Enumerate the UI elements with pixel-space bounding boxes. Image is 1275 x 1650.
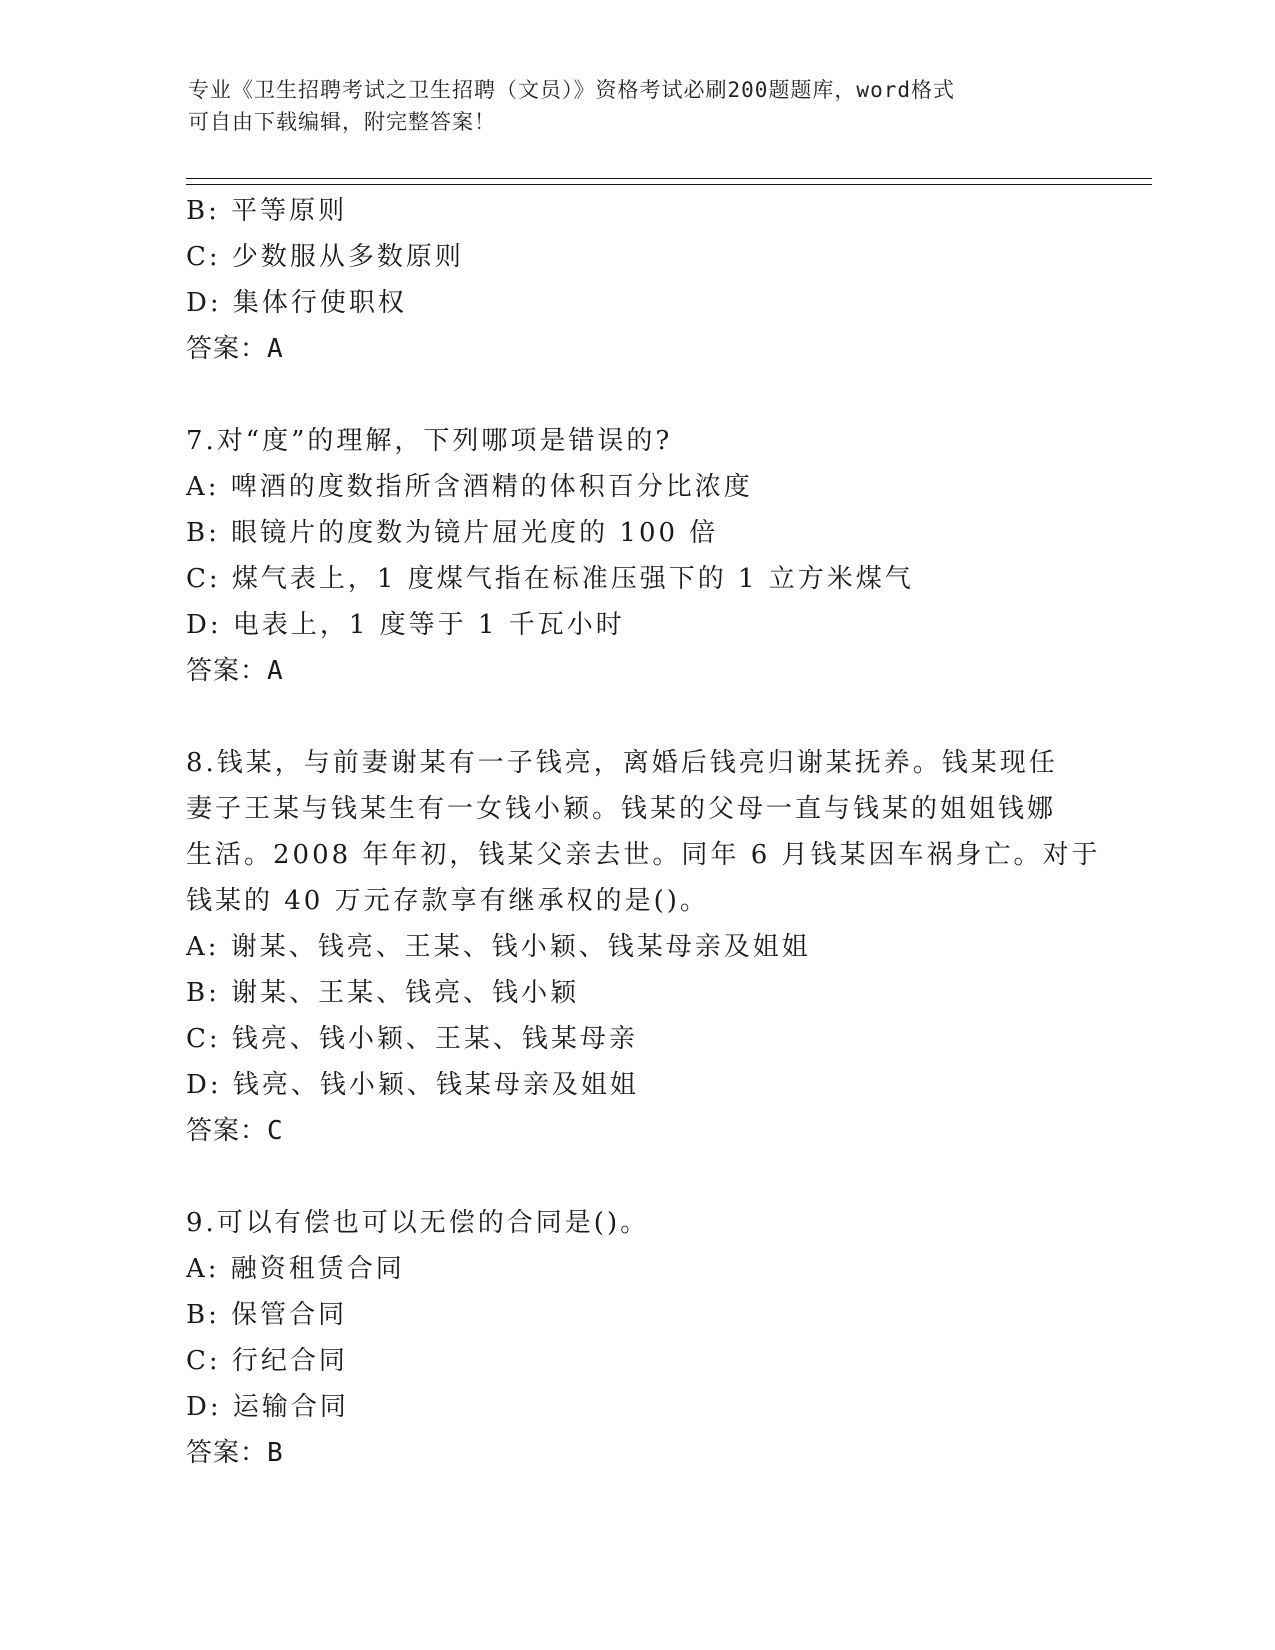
option-c: C: 钱亮、钱小颖、王某、钱某母亲	[186, 1024, 638, 1054]
option-d: D: 集体行使职权	[186, 288, 407, 318]
header-title-line-1: 专业《卫生招聘考试之卫生招聘（文员）》资格考试必刷200题题库，word格式	[188, 78, 955, 102]
question-stem-line-1: 8.钱某，与前妻谢某有一子钱亮，离婚后钱亮归谢某抚养。钱某现任	[186, 748, 1058, 778]
option-a: A: 融资租赁合同	[186, 1254, 405, 1284]
header-divider-top	[186, 178, 1152, 179]
question-list	[186, 188, 1101, 1476]
question-stem-line-4: 钱某的 40 万元存款享有继承权的是()。	[186, 886, 709, 916]
option-b: B: 保管合同	[186, 1300, 348, 1330]
answer-line: 答案：A	[186, 334, 284, 364]
document-header	[188, 74, 1068, 138]
option-d: D: 钱亮、钱小颖、钱某母亲及姐姐	[186, 1070, 639, 1100]
option-b: B: 眼镜片的度数为镜片屈光度的 100 倍	[186, 518, 719, 548]
option-c: C: 少数服从多数原则	[186, 242, 464, 272]
option-d: D: 运输合同	[186, 1392, 349, 1422]
header-divider-bottom	[186, 184, 1152, 185]
header-title-line-2: 可自由下载编辑，附完整答案！	[188, 110, 496, 134]
question-7	[186, 418, 1086, 694]
question-6-tail	[186, 188, 1086, 372]
option-c: C: 行纪合同	[186, 1346, 348, 1376]
option-c: C: 煤气表上，1 度煤气指在标准压强下的 1 立方米煤气	[186, 564, 914, 594]
option-a: A: 谢某、钱亮、王某、钱小颖、钱某母亲及姐姐	[186, 932, 811, 962]
question-stem-line-2: 妻子王某与钱某生有一女钱小颖。钱某的父母一直与钱某的姐姐钱娜	[186, 794, 1057, 824]
answer-line: 答案：B	[186, 1438, 284, 1468]
spacer	[186, 694, 1086, 740]
question-stem-line-3: 生活。2008 年年初，钱某父亲去世。同年 6 月钱某因车祸身亡。对于	[186, 840, 1101, 870]
option-a: A: 啤酒的度数指所含酒精的体积百分比浓度	[186, 472, 753, 502]
answer-line: 答案：C	[186, 1116, 284, 1146]
option-b: B: 平等原则	[186, 196, 348, 226]
question-9	[186, 1200, 1086, 1476]
question-8	[186, 740, 1101, 1154]
option-d: D: 电表上，1 度等于 1 千瓦小时	[186, 610, 625, 640]
question-stem: 7.对“度”的理解，下列哪项是错误的?	[186, 426, 673, 456]
option-b: B: 谢某、王某、钱亮、钱小颖	[186, 978, 580, 1008]
question-stem: 9.可以有偿也可以无偿的合同是()。	[186, 1208, 650, 1238]
spacer	[186, 372, 1086, 418]
answer-line: 答案：A	[186, 656, 284, 686]
spacer	[186, 1154, 1086, 1200]
